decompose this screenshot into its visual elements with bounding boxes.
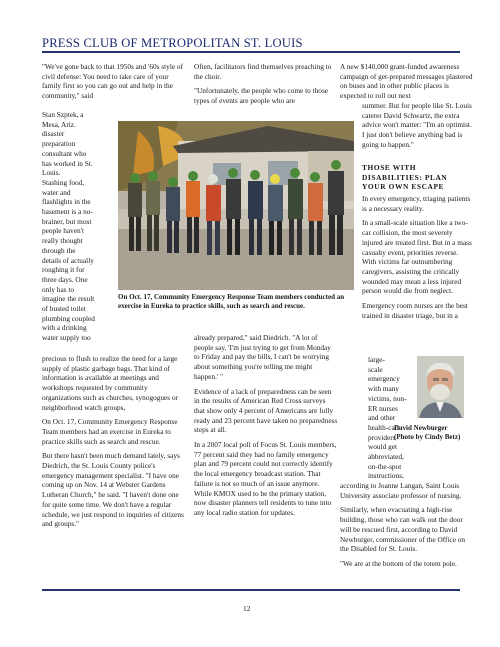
text-line: imagine the result	[42, 294, 95, 304]
paragraph: precious to flush to realize the need for a large supply of plastic garbage bags. That kind of information is available at meetings and workshops requested by community organizations such as churches, synogogues or neighborhood watch groups,	[42, 354, 179, 412]
text-line: Louis.	[42, 168, 61, 178]
text-line: of busted toilet	[42, 304, 86, 314]
header-rule	[42, 51, 460, 53]
column3-narrow-text	[368, 355, 418, 481]
column1-body	[42, 354, 186, 534]
paragraph: according to Joanne Langan, Saint Louis University associate professor of nursing.	[340, 481, 462, 500]
text-line: would get	[368, 442, 397, 452]
text-line: Stan Szptek, a	[42, 110, 84, 119]
text-line: on-the-spot	[368, 461, 402, 471]
text-line: water supply too	[42, 333, 91, 343]
text-line: victims, non-	[368, 393, 407, 403]
publication-header: PRESS CLUB OF METROPOLITAN ST. LOUIS	[42, 36, 303, 50]
text-line: and other	[368, 413, 396, 423]
text-line: has worked in St.	[42, 158, 93, 168]
text-line: brainer, but most	[42, 216, 92, 226]
text-line: large-	[368, 355, 385, 364]
text-line: three days. One	[42, 274, 88, 284]
text-line: Stashing food,	[42, 177, 85, 187]
column3-indented	[362, 101, 474, 150]
text-line: providers	[368, 432, 396, 442]
paragraph: On Oct. 17, Community Emergency Response Team members had an exercise in Eureka to practice skills such as search and rescue.	[42, 417, 178, 446]
page-number: 12	[243, 604, 251, 613]
text-line: details of actually	[42, 255, 94, 265]
text-line: consultant who	[42, 148, 87, 158]
text-line: only has to	[42, 284, 75, 294]
photo-caption: On Oct. 17, Community Emergency Response Team members conducted an exercise in Eureka to practice skills, such as search and rescue.	[118, 293, 345, 310]
portrait-caption	[394, 424, 470, 442]
text-line: health-care	[368, 422, 401, 432]
text-line: flashlights in the	[42, 197, 91, 207]
text-line: basement is a no-	[42, 207, 93, 217]
text-line: plumbing coupled	[42, 313, 95, 323]
text-line: roughing it for	[42, 265, 85, 275]
paragraph: "Unfortunately, the people who come to those types of events are people who are	[194, 86, 329, 106]
footer-rule	[42, 589, 460, 591]
paragraph: In every emergency, triaging patients is a necessary reality.	[362, 194, 471, 213]
paragraph: summer. But for people like St. Louis caterer David Schwartz, the extra advice won't matter: "I'm an optimist. I just don't believe anything bad is going to happen."	[362, 101, 472, 149]
text-line: preparation	[42, 139, 76, 149]
portrait-caption-credit: (Photo by Cindy Betz)	[394, 433, 461, 441]
text-line: through the	[42, 245, 76, 255]
paragraph: In a small-scale situation like a two-car collision, the most severely injured are treated first. But in a mass casualty event, priorities reverse. With victims far outnumbering caregivers, assisting the critically wounded may mean a less injured person would die from neglect.	[362, 218, 472, 296]
paragraph: Emergency room nurses are the best trained in disaster triage, but in a	[362, 301, 468, 320]
text-line: Mesa, Ariz.	[42, 119, 76, 129]
paragraph: In a 2007 local poll of Focus St. Louis members, 77 percent said they had no family emergency plan and 79 percent could not correctly identify the local emergency broadcast station. That failure is not so much of an issue anymore. While KMOX used to be the primary station, now disaster planners tell residents to tune into any local radio station for updates.	[194, 440, 337, 517]
section-subhead: THOSE WITH DISABILITIES: PLAN YOUR OWN ESCAPE	[362, 163, 448, 192]
paragraph: A new $140,000 grant-funded awareness campaign of get-prepared messages plastered on buses and in other public places is expected to roll out next	[340, 62, 473, 101]
cert-exercise-photo	[118, 121, 354, 290]
text-line: instructions,	[368, 471, 404, 481]
column2-body	[194, 333, 338, 523]
column1-narrow-text	[42, 110, 116, 343]
column3-mid	[362, 194, 474, 320]
text-line: with many	[368, 384, 400, 394]
text-line: emergency	[368, 374, 400, 384]
paragraph: already prepared," said Diedrich. "A lot of people say, 'I'm just trying to get from Monday to Friday and pay the bills, I can't be worrying about something you're telling me might happen.' "	[194, 333, 331, 381]
paragraph: Often, facilitators find themselves preaching to the choir.	[194, 62, 332, 81]
text-line: people haven't	[42, 226, 85, 236]
paragraph: Similarly, when evacuating a high-rise building, those who can walk out the door will be rescued first, according to David Newburger, commissioner of the Office on the Disabled for St. Louis.	[340, 505, 466, 554]
text-line: disaster	[42, 129, 65, 139]
paragraph: But there hasn't been much demand lately, says Diedrich, the St. Louis County police's emergency management specialist. "I have one coming up on Nov. 14 at Webster Gardens Lutheran Church," he said. "I haven't done one for quite some time. We don't have a regular schedule, we just respond to inquiries of citizens and groups."	[42, 451, 184, 529]
column1-intro	[42, 62, 185, 101]
text-line: really thought	[42, 236, 83, 246]
paragraph: "We've gone back to that 1950s and '60s style of civil defense: You need to take care of your family first so you can go out and help in the community," said	[42, 62, 183, 101]
paragraph: Evidence of a lack of preparedness can be seen in the results of American Red Cross surveys that show only 4 percent of Americans are fully ready and 23 percent have taken no preparedness steps at all.	[194, 386, 338, 435]
paragraph: "We are at the bottom of the totem pole.	[340, 558, 457, 568]
column3-intro	[340, 62, 475, 101]
portrait-caption-name: David Newburger	[394, 424, 448, 432]
text-line: abbreviated,	[368, 452, 404, 462]
text-line: scale	[368, 364, 383, 374]
text-line: with a drinking	[42, 323, 87, 333]
text-line: ER nurses	[368, 403, 398, 413]
column2-intro	[194, 62, 341, 106]
column3-body	[340, 481, 474, 569]
newburger-portrait	[417, 356, 464, 418]
text-line: water and	[42, 187, 71, 197]
